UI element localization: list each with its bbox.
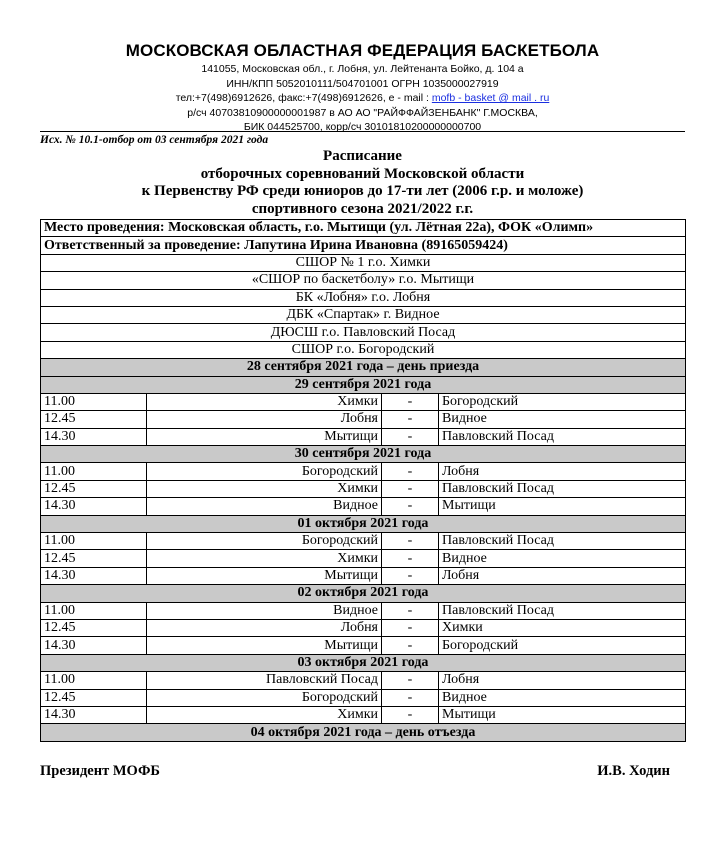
day-header-row [41, 376, 686, 393]
versus-dash: - [382, 567, 439, 584]
versus-dash: - [382, 411, 439, 428]
reference-number: Исх. № 10.1-отбор от 03 сентября 2021 года [40, 134, 269, 146]
home-team: Видное [147, 498, 382, 515]
game-row [41, 411, 686, 428]
home-team: Лобня [147, 411, 382, 428]
departure-day: 04 октября 2021 года – день отъезда [41, 724, 686, 741]
day-header-row [41, 585, 686, 602]
game-row [41, 533, 686, 550]
home-team: Богородский [147, 689, 382, 706]
org-inn: ИНН/КПП 5052010111/504701001 ОГРН 1035000027919 [226, 77, 499, 90]
game-time: 11.00 [41, 463, 147, 480]
versus-dash: - [382, 550, 439, 567]
game-time: 12.45 [41, 550, 147, 567]
away-team: Павловский Посад [439, 533, 686, 550]
away-team: Богородский [439, 637, 686, 654]
versus-dash: - [382, 637, 439, 654]
home-team: Химки [147, 393, 382, 410]
game-row [41, 706, 686, 723]
versus-dash: - [382, 498, 439, 515]
game-row [41, 463, 686, 480]
game-row [41, 689, 686, 706]
title-line: Расписание [323, 148, 402, 164]
away-team: Павловский Посад [439, 602, 686, 619]
home-team: Химки [147, 550, 382, 567]
game-time: 14.30 [41, 428, 147, 445]
day-date: 02 октября 2021 года [41, 585, 686, 602]
versus-dash: - [382, 672, 439, 689]
game-row [41, 480, 686, 497]
game-row [41, 619, 686, 636]
away-team: Павловский Посад [439, 428, 686, 445]
org-address: 141055, Московская обл., г. Лобня, ул. Лейтенанта Бойко, д. 104 а [201, 63, 524, 75]
versus-dash: - [382, 480, 439, 497]
document-title [40, 148, 685, 218]
home-team: Видное [147, 602, 382, 619]
game-row [41, 637, 686, 654]
game-time: 12.45 [41, 619, 147, 636]
away-team: Лобня [439, 463, 686, 480]
home-team: Павловский Посад [147, 672, 382, 689]
letterhead [0, 40, 725, 135]
day-date: 30 сентября 2021 года [41, 446, 686, 463]
away-team: Видное [439, 411, 686, 428]
versus-dash: - [382, 602, 439, 619]
home-team: Мытищи [147, 567, 382, 584]
club-row [41, 289, 686, 306]
day-date: 29 сентября 2021 года [41, 376, 686, 393]
away-team: Химки [439, 619, 686, 636]
versus-dash: - [382, 533, 439, 550]
club-row [41, 306, 686, 323]
game-time: 12.45 [41, 689, 147, 706]
org-bik: БИК 044525700, корр/сч 30101810200000000700 [243, 121, 482, 133]
game-time: 12.45 [41, 480, 147, 497]
club-row [41, 341, 686, 358]
away-team: Лобня [439, 672, 686, 689]
arrival-day: 28 сентября 2021 года – день приезда [41, 359, 686, 376]
versus-dash: - [382, 463, 439, 480]
club-name: ДБК «Спартак» г. Видное [41, 306, 686, 323]
day-header-row [41, 515, 686, 532]
away-team: Богородский [439, 393, 686, 410]
departure-row [41, 724, 686, 741]
game-time: 14.30 [41, 706, 147, 723]
letterhead-divider [40, 131, 685, 132]
home-team: Химки [147, 706, 382, 723]
away-team: Лобня [439, 567, 686, 584]
game-time: 12.45 [41, 411, 147, 428]
versus-dash: - [382, 393, 439, 410]
club-row [41, 272, 686, 289]
signatory-name: И.В. Ходин [597, 763, 670, 779]
versus-dash: - [382, 428, 439, 445]
home-team: Богородский [147, 463, 382, 480]
game-row [41, 567, 686, 584]
org-contacts [0, 91, 725, 106]
game-time: 14.30 [41, 498, 147, 515]
home-team: Лобня [147, 619, 382, 636]
game-row [41, 393, 686, 410]
home-team: Мытищи [147, 637, 382, 654]
game-row [41, 428, 686, 445]
game-time: 14.30 [41, 567, 147, 584]
club-row [41, 324, 686, 341]
away-team: Мытищи [439, 706, 686, 723]
versus-dash: - [382, 706, 439, 723]
game-time: 11.00 [41, 672, 147, 689]
game-time: 14.30 [41, 637, 147, 654]
contacts-prefix: тел:+7(498)6912626, факс:+7(498)6912626, e - mail : [175, 92, 432, 104]
game-time: 11.00 [41, 602, 147, 619]
game-row [41, 550, 686, 567]
game-row [41, 672, 686, 689]
club-row [41, 254, 686, 271]
home-team: Мытищи [147, 428, 382, 445]
day-date: 01 октября 2021 года [41, 515, 686, 532]
title-line: отборочных соревнований Московской области [200, 165, 525, 182]
day-date: 03 октября 2021 года [41, 654, 686, 671]
responsible-text: Ответственный за проведение: Лапутина Ирина Ивановна (89165059424) [41, 237, 686, 254]
game-row [41, 498, 686, 515]
home-team: Химки [147, 480, 382, 497]
club-name: БК «Лобня» г.о. Лобня [41, 289, 686, 306]
org-account: р/сч 40703810900000001987 в АО АО "РАЙФФАЙЗЕНБАНК" Г.МОСКВА, [187, 106, 538, 119]
venue-text: Место проведения: Московская область, г.о. Мытищи (ул. Лётная 22а), ФОК «Олимп» [41, 220, 686, 237]
day-header-row [41, 446, 686, 463]
club-name: «СШОР по баскетболу» г.о. Мытищи [41, 272, 686, 289]
title-line: к Первенству РФ среди юниоров до 17-ти лет (2006 г.р. и моложе) [141, 183, 584, 199]
versus-dash: - [382, 689, 439, 706]
away-team: Видное [439, 550, 686, 567]
home-team: Богородский [147, 533, 382, 550]
game-time: 11.00 [41, 393, 147, 410]
schedule-table [40, 219, 686, 742]
venue-row [41, 220, 686, 237]
title-line: спортивного сезона 2021/2022 г.г. [251, 200, 474, 217]
away-team: Видное [439, 689, 686, 706]
email-link[interactable]: mofb - basket @ mail . ru [431, 92, 550, 104]
game-row [41, 602, 686, 619]
away-team: Мытищи [439, 498, 686, 515]
responsible-row [41, 237, 686, 254]
club-name: ДЮСШ г.о. Павловский Посад [41, 324, 686, 341]
game-time: 11.00 [41, 533, 147, 550]
org-name: МОСКОВСКАЯ ОБЛАСТНАЯ ФЕДЕРАЦИЯ БАСКЕТБОЛА [125, 41, 600, 60]
arrival-row [41, 359, 686, 376]
day-header-row [41, 654, 686, 671]
club-name: СШОР г.о. Богородский [41, 341, 686, 358]
signatory-position: Президент МОФБ [40, 763, 161, 779]
club-name: СШОР № 1 г.о. Химки [41, 254, 686, 271]
away-team: Павловский Посад [439, 480, 686, 497]
versus-dash: - [382, 619, 439, 636]
